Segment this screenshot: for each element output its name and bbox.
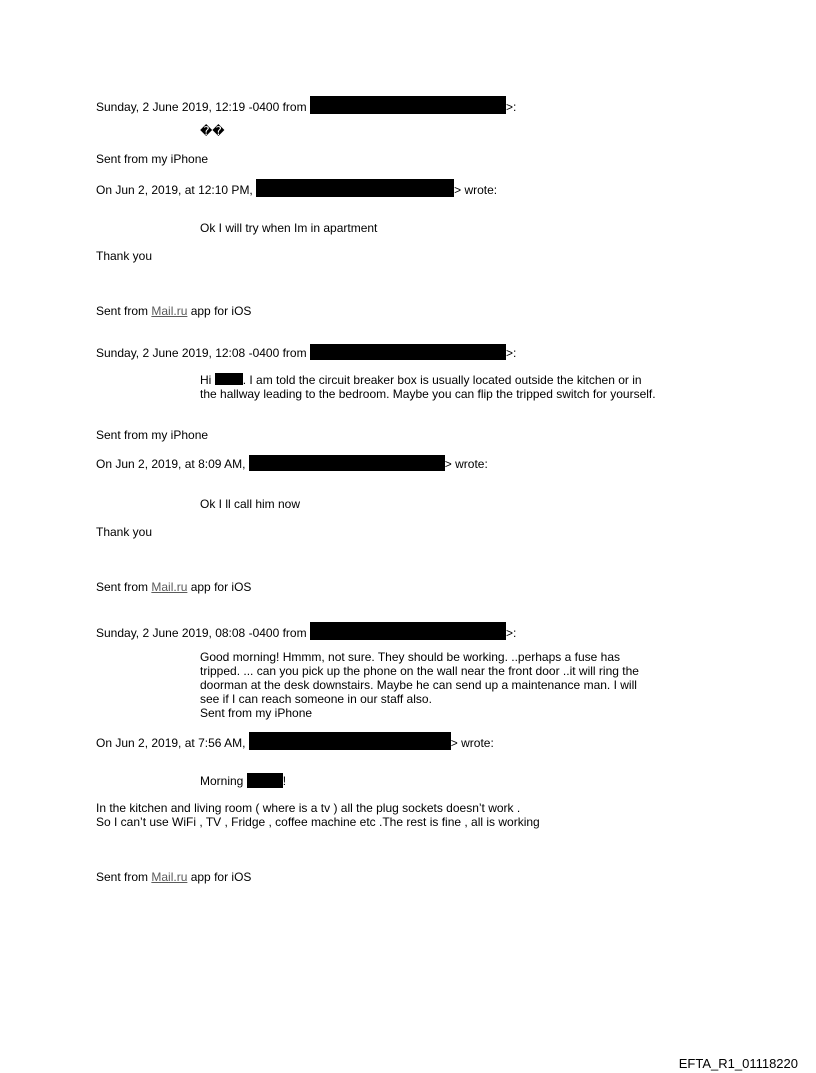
sent-suffix: app for iOS bbox=[187, 304, 252, 318]
redaction-box bbox=[310, 96, 506, 114]
mail-ru-link[interactable]: Mail.ru bbox=[151, 870, 188, 884]
document-id: EFTA_R1_01118220 bbox=[678, 1056, 798, 1071]
message-5-suffix: ! bbox=[282, 774, 287, 788]
message-5 bbox=[200, 773, 286, 788]
sent-suffix: app for iOS bbox=[187, 580, 252, 594]
message-5-greeting: Morning bbox=[200, 774, 244, 788]
message-2-greeting: Hi bbox=[200, 373, 212, 387]
thank-you-1: Thank you bbox=[96, 249, 153, 263]
redaction-box bbox=[249, 455, 445, 471]
sent-from-iphone-2: Sent from my iPhone bbox=[96, 428, 209, 442]
header-3-suffix: >: bbox=[505, 626, 517, 640]
quote-header-3 bbox=[96, 732, 494, 750]
message-2 bbox=[200, 373, 660, 401]
quote-header-1 bbox=[96, 179, 497, 197]
header-2-suffix: >: bbox=[505, 346, 517, 360]
redaction-box bbox=[215, 373, 243, 385]
sent-from-mail-2 bbox=[96, 580, 251, 594]
header-1-prefix: Sunday, 2 June 2019, 12:19 -0400 from bbox=[96, 100, 307, 114]
header-2-prefix: Sunday, 2 June 2019, 12:08 -0400 from bbox=[96, 346, 307, 360]
email-header-2 bbox=[96, 344, 516, 360]
message-4-body: Good morning! Hmmm, not sure. They should be working. ..perhaps a fuse has tripped. ... can you pick up the phone on the wall near the front door ..it will ring the doorman at the desk downstairs. Maybe he can send up a maintenance man. I will see if I can reach someone in our staff also. bbox=[200, 650, 639, 706]
email-header-1 bbox=[96, 96, 516, 114]
sent-prefix: Sent from bbox=[96, 870, 152, 884]
redaction-box bbox=[249, 732, 451, 750]
header-3-prefix: Sunday, 2 June 2019, 08:08 -0400 from bbox=[96, 626, 307, 640]
sent-from-mail-1 bbox=[96, 304, 251, 318]
paragraph-1: In the kitchen and living room ( where is a tv ) all the plug sockets doesn’t work . bbox=[96, 801, 521, 815]
quote-1-suffix: > wrote: bbox=[454, 183, 498, 197]
redaction-box bbox=[247, 773, 283, 788]
mail-ru-link[interactable]: Mail.ru bbox=[151, 304, 188, 318]
sent-prefix: Sent from bbox=[96, 304, 152, 318]
message-3: Ok I ll call him now bbox=[200, 497, 301, 511]
sent-from-iphone-1: Sent from my iPhone bbox=[96, 152, 209, 166]
message-4-signature: Sent from my iPhone bbox=[200, 706, 313, 720]
quote-2-prefix: On Jun 2, 2019, at 8:09 AM, bbox=[96, 457, 246, 471]
thank-you-2: Thank you bbox=[96, 525, 153, 539]
quote-2-suffix: > wrote: bbox=[444, 457, 488, 471]
redaction-box bbox=[310, 344, 506, 360]
message-2-body: . I am told the circuit breaker box is usually located outside the kitchen or in the hallway leading to the bedroom. Maybe you can flip the tripped switch for yourself. bbox=[200, 373, 656, 401]
sent-suffix: app for iOS bbox=[187, 870, 252, 884]
paragraph-2: So I can’t use WiFi , TV , Fridge , coffee machine etc .The rest is fine , all is working bbox=[96, 815, 540, 829]
message-1: Ok I will try when Im in apartment bbox=[200, 221, 378, 235]
redaction-box bbox=[256, 179, 454, 197]
sent-prefix: Sent from bbox=[96, 580, 152, 594]
message-4 bbox=[200, 650, 652, 720]
quote-3-suffix: > wrote: bbox=[450, 736, 494, 750]
header-1-suffix: >: bbox=[505, 100, 517, 114]
mail-ru-link[interactable]: Mail.ru bbox=[151, 580, 188, 594]
quote-3-prefix: On Jun 2, 2019, at 7:56 AM, bbox=[96, 736, 246, 750]
quote-header-2 bbox=[96, 455, 488, 471]
quote-1-prefix: On Jun 2, 2019, at 12:10 PM, bbox=[96, 183, 253, 197]
redaction-box bbox=[310, 622, 506, 640]
replacement-glyphs: �� bbox=[200, 124, 225, 138]
sent-from-mail-3 bbox=[96, 870, 251, 884]
email-header-3 bbox=[96, 622, 516, 640]
